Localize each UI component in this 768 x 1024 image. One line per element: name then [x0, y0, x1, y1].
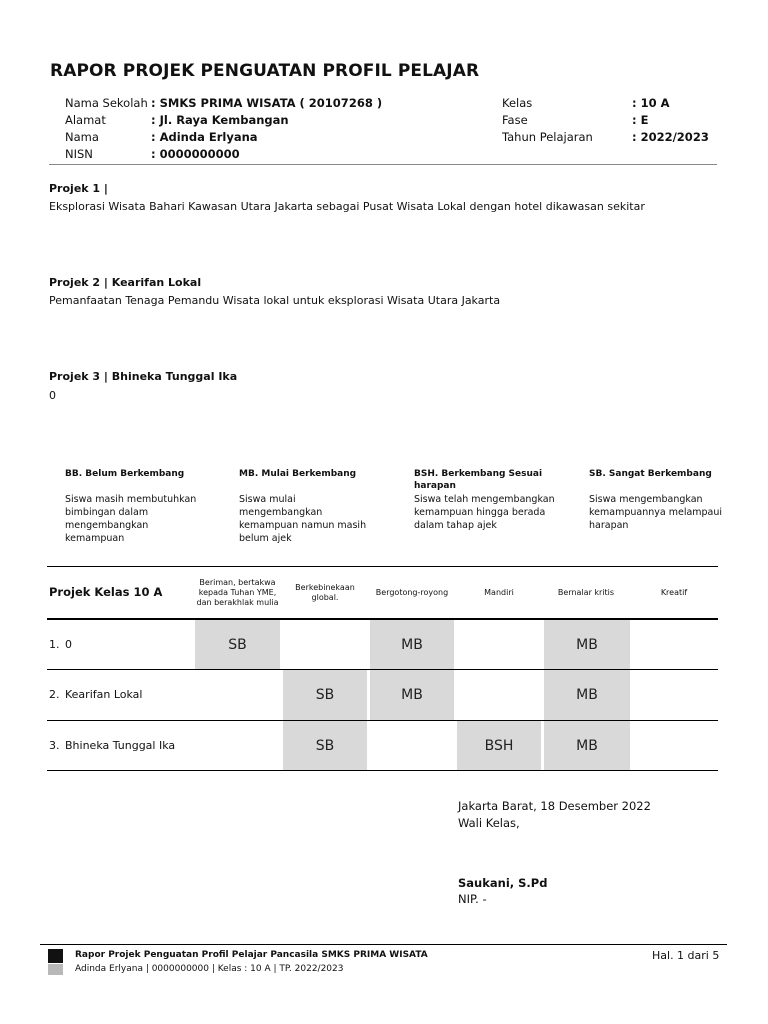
- signature-nip: NIP. -: [458, 892, 487, 906]
- table-bottom-border: [47, 770, 718, 771]
- row-project-name: Bhineka Tunggal Ika: [65, 739, 176, 752]
- legend-sb-description: Siswa mengembangkan kemampuannya melampaui harapan: [589, 494, 723, 531]
- column-header-mandiri: Mandiri: [484, 588, 514, 597]
- info-label-name: Nama: [65, 130, 99, 144]
- signature-role: Wali Kelas,: [458, 816, 520, 830]
- score-cell: [195, 670, 280, 720]
- legend-bsh-heading: BSH. Berkembang Sesuai harapan: [414, 469, 543, 491]
- row-project-name: 0: [65, 638, 72, 651]
- info-label-year: Tahun Pelajaran: [502, 130, 593, 144]
- legend-sb-heading: SB. Sangat Berkembang: [589, 469, 712, 479]
- info-value-phase: : E: [632, 113, 649, 127]
- legend-bb-description: Siswa masih membutuhkan bimbingan dalam mengembangkan kemampuan: [65, 494, 197, 544]
- column-header-kreatif: Kreatif: [660, 588, 688, 597]
- footer-square-dark-icon: [48, 949, 63, 963]
- score-cell: MB: [544, 670, 630, 720]
- footer-title: Rapor Projek Penguatan Profil Pelajar Pancasila SMKS PRIMA WISATA: [75, 950, 428, 960]
- project-1-description: Eksplorasi Wisata Bahari Kawasan Utara Jakarta sebagai Pusat Wisata Lokal dengan hotel dikawasan sekitar: [49, 200, 645, 213]
- score-cell: [631, 721, 717, 770]
- footer-square-light-icon: [48, 964, 63, 975]
- info-value-year: : 2022/2023: [632, 130, 709, 144]
- info-value-name: : Adinda Erlyana: [151, 130, 258, 144]
- row-project-name: Kearifan Lokal: [65, 688, 143, 701]
- column-header-kebinekaan: Berkebinekaan global.: [295, 583, 355, 602]
- row-number: 2.: [49, 688, 60, 701]
- legend-mb-heading: MB. Mulai Berkembang: [239, 469, 357, 479]
- info-value-school: : SMKS PRIMA WISATA ( 20107268 ): [151, 96, 383, 110]
- footer-subtitle: Adinda Erlyana | 0000000000 | Kelas : 10 A | TP. 2022/2023: [75, 964, 344, 974]
- project-2-heading: Projek 2 | Kearifan Lokal: [49, 276, 202, 289]
- info-label-school: Nama Sekolah: [65, 96, 148, 110]
- column-header-gotong-royong: Bergotong-royong: [375, 588, 449, 597]
- score-cell: [457, 670, 541, 720]
- row-number: 3.: [49, 739, 60, 752]
- table-title: Projek Kelas 10 A: [49, 585, 163, 599]
- header-divider: [49, 164, 717, 165]
- score-cell: MB: [544, 620, 630, 669]
- score-cell: SB: [283, 670, 367, 720]
- footer-page-number: Hal. 1 dari 5: [652, 949, 720, 962]
- project-2-description: Pemanfaatan Tenaga Pemandu Wisata lokal untuk eksplorasi Wisata Utara Jakarta: [49, 294, 501, 307]
- footer-divider: [40, 944, 727, 945]
- score-cell: [283, 620, 367, 669]
- score-cell: MB: [370, 620, 454, 669]
- info-value-class: : 10 A: [632, 96, 670, 110]
- info-value-nisn: : 0000000000: [151, 147, 240, 161]
- column-header-bernalar-kritis: Bernalar kritis: [557, 588, 615, 597]
- project-1-heading: Projek 1 |: [49, 182, 108, 195]
- project-3-description: 0: [49, 389, 56, 402]
- score-cell: BSH: [457, 721, 541, 770]
- row-number: 1.: [49, 638, 60, 651]
- score-cell: [195, 721, 280, 770]
- signature-place-date: Jakarta Barat, 18 Desember 2022: [458, 799, 651, 813]
- page-title: RAPOR PROJEK PENGUATAN PROFIL PELAJAR: [50, 61, 480, 81]
- project-3-heading: Projek 3 | Bhineka Tunggal Ika: [49, 370, 238, 383]
- score-cell: MB: [370, 670, 454, 720]
- info-label-nisn: NISN: [65, 147, 93, 161]
- info-label-address: Alamat: [65, 113, 106, 127]
- score-cell: [631, 620, 717, 669]
- legend-bsh-description: Siswa telah mengembangkan kemampuan hingga berada dalam tahap ajek: [414, 494, 555, 531]
- info-label-phase: Fase: [502, 113, 528, 127]
- info-label-class: Kelas: [502, 96, 533, 110]
- score-cell: MB: [544, 721, 630, 770]
- legend-bb-heading: BB. Belum Berkembang: [65, 469, 185, 479]
- legend-mb-description: Siswa mulai mengembangkan kemampuan namun masih belum ajek: [239, 494, 367, 544]
- score-cell: SB: [195, 620, 280, 669]
- score-cell: [457, 620, 541, 669]
- score-cell: [631, 670, 717, 720]
- score-cell: [370, 721, 454, 770]
- info-value-address: : Jl. Raya Kembangan: [151, 113, 289, 127]
- table-top-border: [47, 566, 718, 567]
- signature-name: Saukani, S.Pd: [458, 876, 548, 890]
- score-cell: SB: [283, 721, 367, 770]
- column-header-beriman: Beriman, bertakwa kepada Tuhan YME, dan berakhlak mulia: [196, 578, 279, 607]
